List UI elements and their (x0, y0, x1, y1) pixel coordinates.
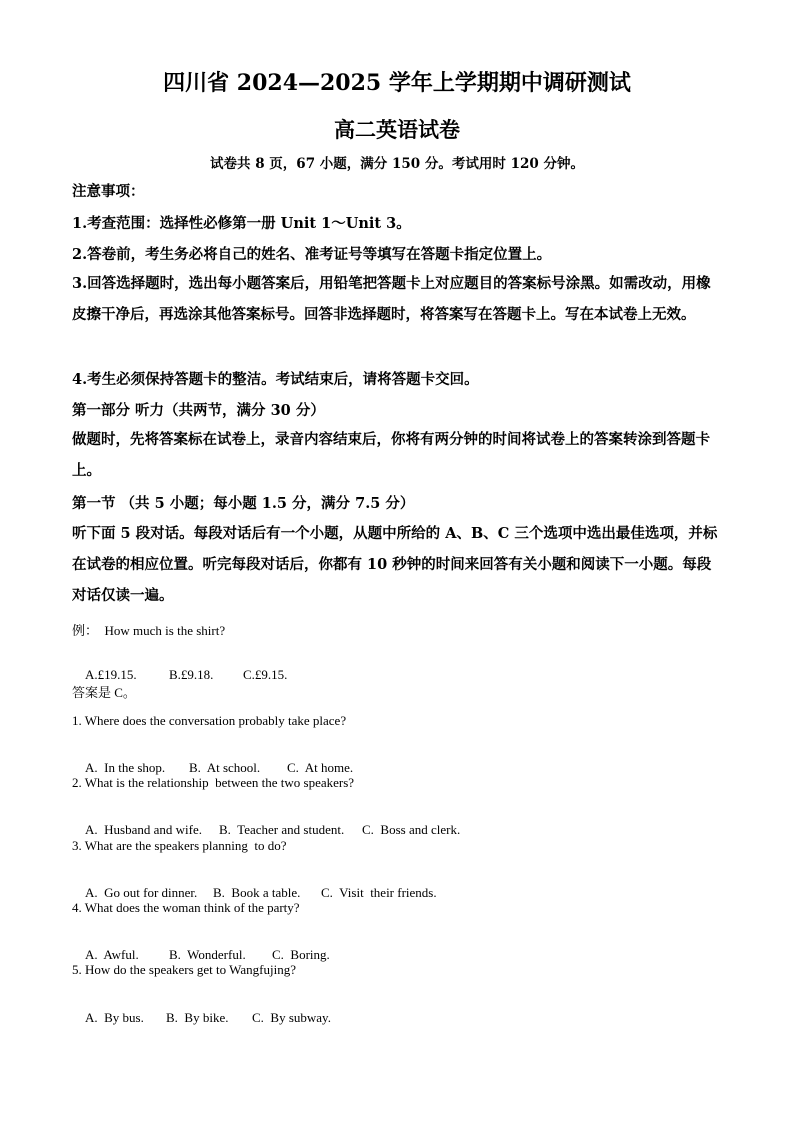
section1-heading: 第一节 （共 5 小题；每小题 1.5 分，满分 7.5 分） (72, 495, 415, 512)
question-2-option-a: A. Husband and wife. (85, 822, 202, 837)
example-option-c: C.£9.15. (243, 667, 288, 682)
question-3-option-c: C. Visit their friends. (321, 885, 437, 900)
question-3-option-b: B. Book a table. (213, 885, 301, 900)
question-4-option-a: A. Awful. (85, 947, 139, 962)
note-item-1: 1.考查范围：选择性必修第一册 Unit 1～Unit 3。 (72, 215, 411, 232)
question-5-options (72, 994, 722, 1042)
section1-instruction: 听下面 5 段对话。每段对话后有一个小题，从题中所给的 A、B、C 三个选项中选出最佳选项，并标在试卷的相应位置。听完每段对话后，你都有 10 秒钟的时间来回答有关小题和阅读下一小题。每段对话仅读一遍。 (72, 525, 718, 604)
part1-instruction: 做题时，先将答案标在试卷上，录音内容结束后，你将有两分钟的时间将试卷上的答案转涂到答题卡上。 (72, 431, 710, 479)
question-4-option-c: C. Boring. (272, 947, 330, 962)
question-1-option-b: B. At school. (189, 760, 261, 775)
question-2-option-b: B. Teacher and student. (219, 822, 345, 837)
example-option-b: B.£9.18. (169, 667, 214, 682)
question-2-stem: 2. What is the relationship between the two speakers? (72, 775, 355, 790)
question-4-stem: 4. What does the woman think of the party? (72, 900, 300, 915)
question-2-option-c: C. Boss and clerk. (362, 822, 461, 837)
example-answer: 答案是 C。 (72, 685, 136, 700)
question-1-option-a: A. In the shop. (85, 760, 166, 775)
note-item-3: 3.回答选择题时，选出每小题答案后，用铅笔把答题卡上对应题目的答案标号涂黑。如需改动，用橡皮擦干净后，再选涂其他答案标号。回答非选择题时，将答案写在答题卡上。写在本试卷上无效。 (72, 275, 711, 323)
note-item-4: 4.考生必须保持答题卡的整洁。考试结束后，请将答题卡交回。 (72, 371, 479, 388)
question-5-option-c: C. By subway. (252, 1010, 331, 1025)
question-1-option-c: C. At home. (287, 760, 354, 775)
question-4-option-b: B. Wonderful. (169, 947, 246, 962)
question-5-stem: 5. How do the speakers get to Wangfujing? (72, 962, 296, 977)
exam-meta: 试卷共 8 页，67 小题，满分 150 分。考试用时 120 分钟。 (210, 156, 584, 172)
notes-heading: 注意事项： (72, 183, 145, 200)
question-3-stem: 3. What are the speakers planning to do? (72, 838, 287, 853)
example-option-a: A.£19.15. (85, 667, 137, 682)
question-1-stem: 1. Where does the conversation probably take place? (72, 713, 347, 728)
exam-title: 四川省 2024—2025 学年上学期期中调研测试 (163, 70, 631, 96)
part1-heading: 第一部分 听力（共两节，满分 30 分） (72, 402, 325, 419)
question-5-option-b: B. By bike. (166, 1010, 229, 1025)
note-item-2: 2.答卷前，考生务必将自己的姓名、准考证号等填写在答题卡指定位置上。 (72, 246, 552, 263)
question-5-option-a: A. By bus. (85, 1010, 144, 1025)
question-3-option-a: A. Go out for dinner. (85, 885, 198, 900)
exam-subtitle: 高二英语试卷 (334, 117, 460, 142)
example-question: 例： How much is the shirt? (72, 623, 226, 638)
